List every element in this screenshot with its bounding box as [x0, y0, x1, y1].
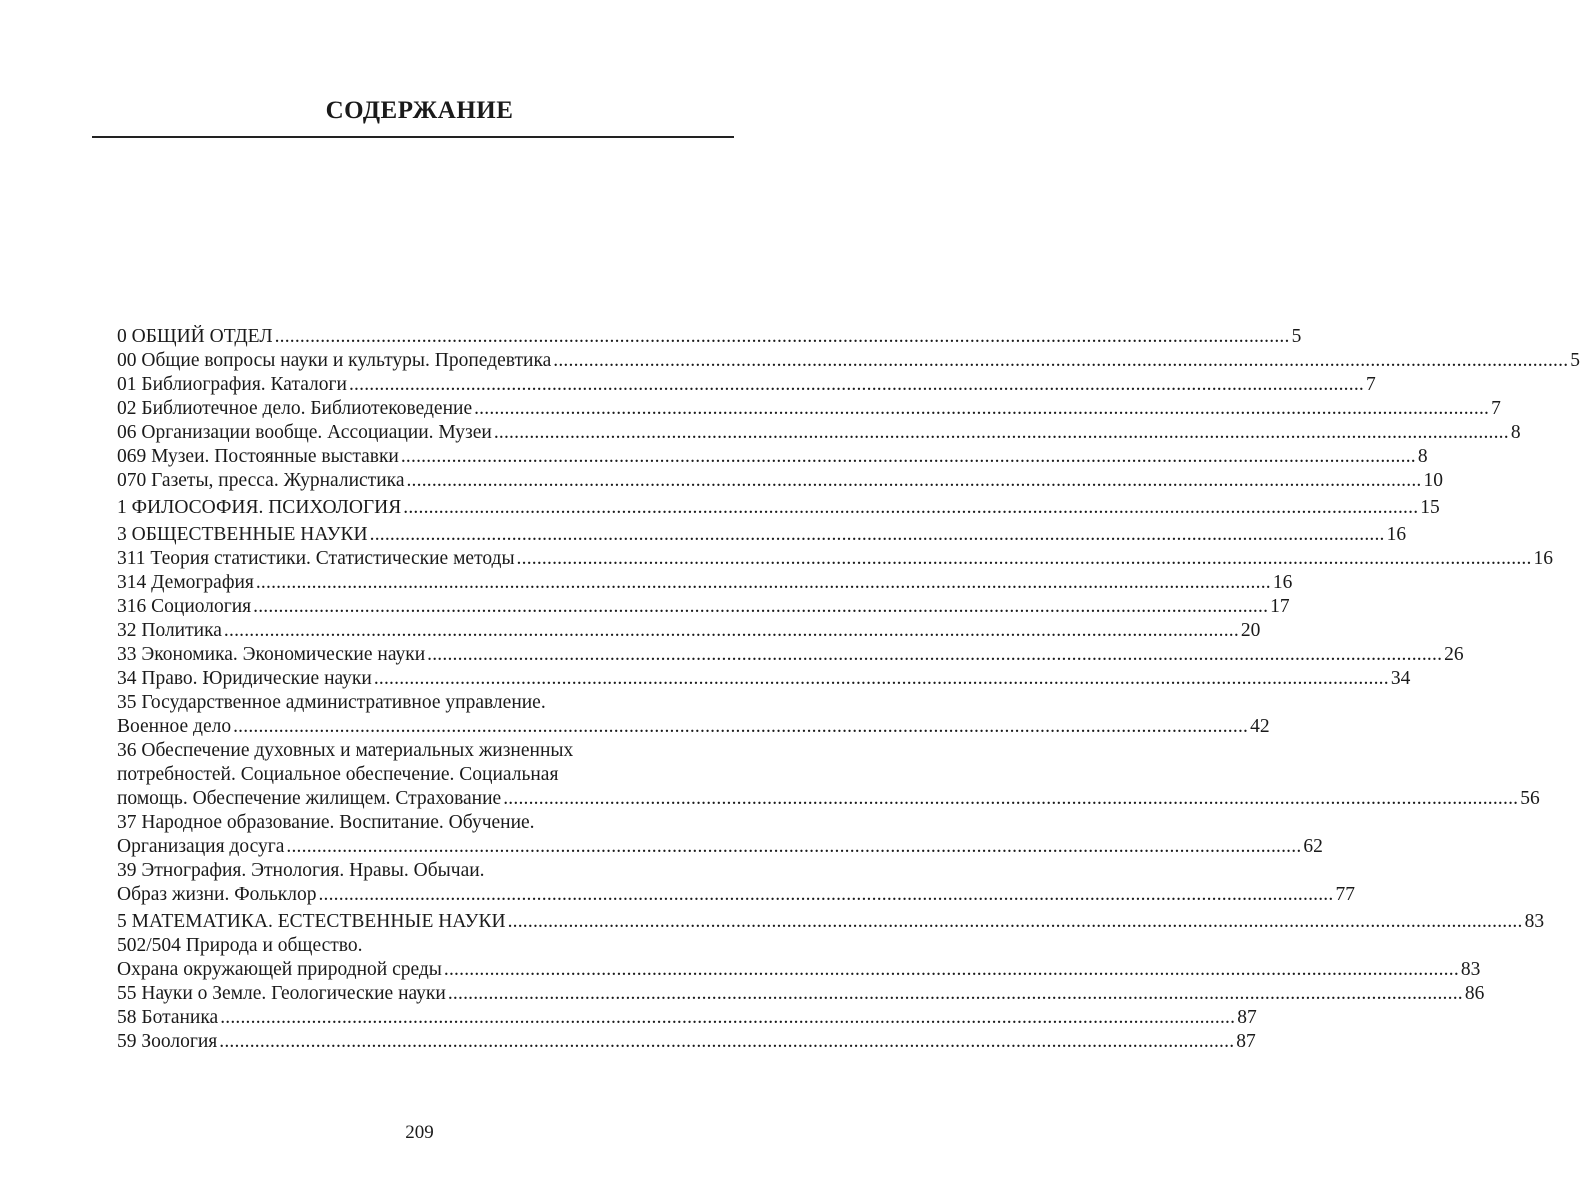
- dot-leader: ........................................................................................................................................................................................................: [403, 497, 1419, 518]
- toc-entry[interactable]: [117, 523, 1407, 547]
- toc-entry-page-number: 20: [1240, 620, 1261, 641]
- toc-entry[interactable]: [117, 445, 1428, 469]
- toc-entry-line: [117, 982, 1485, 1006]
- dot-leader: ........................................................................................................................................................................................................: [286, 836, 1302, 857]
- toc-entry[interactable]: [117, 667, 1411, 691]
- toc-entry-title: Образ жизни. Фольклор: [117, 884, 317, 905]
- toc-entry-page-number: 7: [1365, 374, 1376, 395]
- toc-entry-page-number: 7: [1491, 398, 1501, 419]
- toc-entry-page-number: 34: [1390, 668, 1411, 689]
- toc-entry[interactable]: [117, 595, 1290, 619]
- table-of-contents: [117, 325, 1580, 1054]
- toc-entry[interactable]: [117, 571, 1293, 595]
- dot-leader: ........................................................................................................................................................................................................: [493, 422, 1509, 443]
- title-rule: [92, 136, 734, 138]
- toc-entry[interactable]: [117, 982, 1485, 1006]
- toc-entry-line: [117, 715, 1270, 739]
- toc-entry-page-number: 87: [1236, 1031, 1256, 1052]
- toc-entry-line: [117, 496, 1440, 520]
- toc-entry-page-number: 77: [1335, 884, 1355, 905]
- toc-entry-page-number: 16: [1386, 524, 1407, 545]
- dot-leader: ........................................................................................................................................................................................................: [219, 1031, 1235, 1052]
- toc-entry-page-number: 16: [1533, 548, 1554, 569]
- toc-entry-title: Организация досуга: [117, 836, 285, 857]
- toc-entry-page-number: 16: [1272, 572, 1293, 593]
- toc-entry-page-number: 10: [1423, 470, 1443, 491]
- dot-leader: ........................................................................................................................................................................................................: [516, 548, 1532, 569]
- toc-entry-title: 0 ОБЩИЙ ОТДЕЛ: [117, 326, 273, 347]
- toc-entry-line: [117, 469, 1443, 493]
- dot-leader: ........................................................................................................................................................................................................: [274, 326, 1290, 347]
- dot-leader: ........................................................................................................................................................................................................: [507, 911, 1523, 932]
- dot-leader: ........................................................................................................................................................................................................: [318, 884, 1334, 905]
- toc-entry-title: 070 Газеты, пресса. Журналистика: [117, 470, 405, 491]
- toc-entry-title: 02 Библиотечное дело. Библиотековедение: [117, 398, 473, 419]
- toc-entry[interactable]: [117, 421, 1521, 445]
- toc-entry[interactable]: [117, 496, 1440, 520]
- toc-entry[interactable]: [117, 910, 1545, 934]
- dot-leader: ........................................................................................................................................................................................................: [220, 1007, 1236, 1028]
- toc-entry-line: [117, 421, 1521, 445]
- dot-leader: ........................................................................................................................................................................................................: [427, 644, 1443, 665]
- toc-entry-title: 00 Общие вопросы науки и культуры. Пропедевтика: [117, 350, 552, 371]
- toc-entry-line: [117, 787, 1540, 811]
- toc-entry-page-number: 83: [1460, 959, 1481, 980]
- dot-leader: ........................................................................................................................................................................................................: [348, 374, 1364, 395]
- dot-leader: ........................................................................................................................................................................................................: [406, 470, 1422, 491]
- dot-leader: ........................................................................................................................................................................................................: [373, 668, 1389, 689]
- toc-entry-title: 55 Науки о Земле. Геологические науки: [117, 983, 446, 1004]
- dot-leader: ........................................................................................................................................................................................................: [443, 959, 1459, 980]
- toc-entry[interactable]: [117, 643, 1464, 667]
- toc-entry-title: Военное дело: [117, 716, 232, 737]
- toc-entry-page-number: 8: [1417, 446, 1428, 467]
- toc-entry-line: [117, 1030, 1256, 1054]
- toc-entry-title: 32 Политика: [117, 620, 222, 641]
- toc-entry-title: 311 Теория статистики. Статистические методы: [117, 548, 515, 569]
- toc-entry-title: 01 Библиография. Каталоги: [117, 374, 347, 395]
- toc-entry-text-line: 39 Этнография. Этнология. Нравы. Обычаи.: [117, 860, 485, 881]
- toc-entry[interactable]: [117, 739, 1540, 811]
- dot-leader: ........................................................................................................................................................................................................: [503, 788, 1519, 809]
- toc-entry[interactable]: [117, 397, 1501, 421]
- toc-entry-line: [117, 883, 1355, 907]
- toc-entry-text-line: 36 Обеспечение духовных и материальных жизненных: [117, 740, 574, 761]
- toc-entry-page-number: 62: [1303, 836, 1323, 857]
- toc-entry[interactable]: [117, 859, 1355, 907]
- dot-leader: ........................................................................................................................................................................................................: [474, 398, 1490, 419]
- toc-entry-title: Охрана окружающей природной среды: [117, 959, 442, 980]
- toc-entry-line: [117, 373, 1376, 397]
- toc-entry-line: [117, 958, 1481, 982]
- toc-entry-line: [117, 547, 1554, 571]
- toc-entry-line: [117, 397, 1501, 421]
- toc-entry-title: 33 Экономика. Экономические науки: [117, 644, 426, 665]
- toc-entry-title: 59 Зоология: [117, 1031, 218, 1052]
- toc-entry[interactable]: [117, 547, 1554, 571]
- toc-entry-text-line: 35 Государственное административное управление.: [117, 692, 546, 713]
- dot-leader: ........................................................................................................................................................................................................: [255, 572, 1271, 593]
- toc-entry-line: [117, 595, 1290, 619]
- toc-entry-page-number: 5: [1570, 350, 1580, 371]
- toc-entry-page-number: 86: [1464, 983, 1485, 1004]
- dot-leader: ........................................................................................................................................................................................................: [233, 716, 1249, 737]
- toc-entry-page-number: 87: [1237, 1007, 1257, 1028]
- toc-entry-line: [117, 667, 1411, 691]
- toc-entry-page-number: 42: [1250, 716, 1270, 737]
- dot-leader: ........................................................................................................................................................................................................: [253, 596, 1269, 617]
- dot-leader: ........................................................................................................................................................................................................: [223, 620, 1239, 641]
- toc-entry[interactable]: [117, 811, 1323, 859]
- toc-entry-line: [117, 445, 1428, 469]
- toc-entry-title: помощь. Обеспечение жилищем. Страхование: [117, 788, 502, 809]
- toc-entry-text-line: 502/504 Природа и общество.: [117, 935, 363, 956]
- toc-entry-title: 1 ФИЛОСОФИЯ. ПСИХОЛОГИЯ: [117, 497, 402, 518]
- toc-entry-title: 3 ОБЩЕСТВЕННЫЕ НАУКИ: [117, 524, 368, 545]
- toc-entry[interactable]: [117, 934, 1481, 982]
- dot-leader: ........................................................................................................................................................................................................: [400, 446, 1416, 467]
- toc-entry-page-number: 5: [1291, 326, 1302, 347]
- toc-entry-title: 06 Организации вообще. Ассоциации. Музеи: [117, 422, 492, 443]
- toc-entry-line: [117, 523, 1407, 547]
- toc-entry-line: [117, 835, 1323, 859]
- toc-entry-page-number: 8: [1510, 422, 1521, 443]
- toc-entry-line: [117, 325, 1302, 349]
- toc-entry-text-line: 37 Народное образование. Воспитание. Обучение.: [117, 812, 535, 833]
- toc-entry-line: [117, 910, 1545, 934]
- toc-entry-page-number: 83: [1524, 911, 1545, 932]
- toc-entry[interactable]: [117, 1006, 1257, 1030]
- toc-entry-title: 5 МАТЕМАТИКА. ЕСТЕСТВЕННЫЕ НАУКИ: [117, 911, 506, 932]
- toc-entry-page-number: 15: [1420, 497, 1440, 518]
- toc-entry-title: 069 Музеи. Постоянные выставки: [117, 446, 399, 467]
- dot-leader: ........................................................................................................................................................................................................: [553, 350, 1569, 371]
- toc-entry-title: 58 Ботаника: [117, 1007, 219, 1028]
- toc-entry[interactable]: [117, 691, 1270, 739]
- toc-entry-title: 314 Демография: [117, 572, 254, 593]
- toc-entry-line: [117, 1006, 1257, 1030]
- toc-entry-title: 34 Право. Юридические науки: [117, 668, 372, 689]
- toc-entry-line: [117, 349, 1580, 373]
- toc-entry[interactable]: [117, 469, 1443, 493]
- toc-entry[interactable]: [117, 619, 1261, 643]
- toc-entry-line: [117, 619, 1261, 643]
- toc-entry-text-line: потребностей. Социальное обеспечение. Социальная: [117, 764, 559, 785]
- page-title: СОДЕРЖАНИЕ: [325, 97, 514, 124]
- toc-entry[interactable]: [117, 325, 1302, 349]
- toc-entry[interactable]: [117, 1030, 1256, 1054]
- toc-entry[interactable]: [117, 349, 1580, 373]
- toc-entry-page-number: 56: [1520, 788, 1540, 809]
- toc-entry-line: [117, 571, 1293, 595]
- toc-entry-title: 316 Социология: [117, 596, 252, 617]
- page-number: 209: [405, 1122, 434, 1143]
- dot-leader: ........................................................................................................................................................................................................: [447, 983, 1463, 1004]
- toc-entry-page-number: 17: [1270, 596, 1290, 617]
- toc-entry[interactable]: [117, 373, 1376, 397]
- toc-entry-page-number: 26: [1444, 644, 1464, 665]
- toc-entry-line: [117, 643, 1464, 667]
- dot-leader: ........................................................................................................................................................................................................: [369, 524, 1385, 545]
